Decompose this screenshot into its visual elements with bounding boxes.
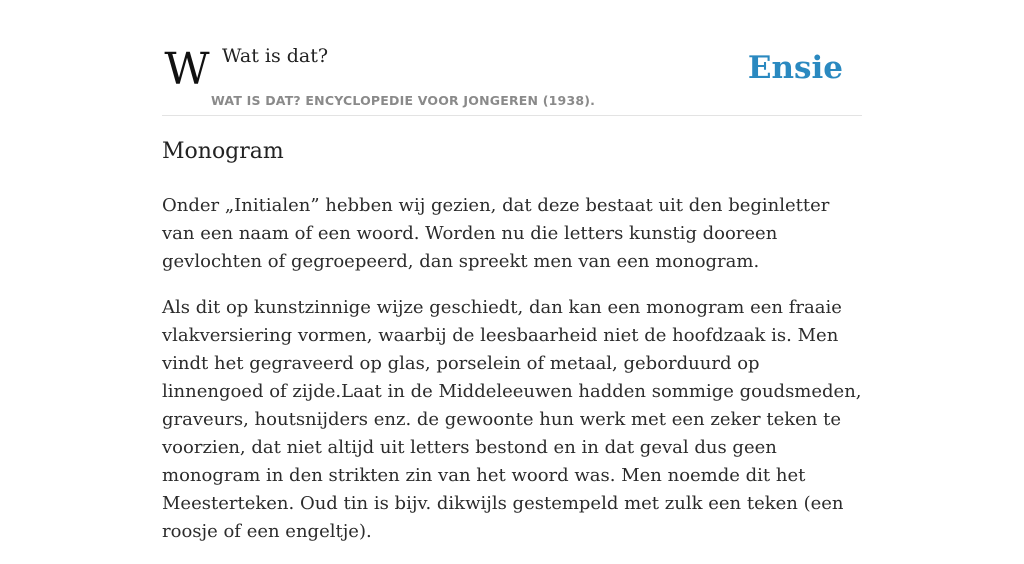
source-title[interactable]: Wat is dat? [222,45,329,67]
source-subtitle: WAT IS DAT? ENCYCLOPEDIE VOOR JONGEREN (1938). [211,93,596,108]
article-title: Monogram [162,139,284,164]
svg-text:W: W [164,44,210,95]
wikipedia-w-icon[interactable] [164,44,210,95]
source-header [162,40,862,116]
brand-logo-link[interactable]: Ensie [747,50,843,86]
article-paragraph: Onder „Initialen” hebben wij gezien, dat deze bestaat uit den beginletter van een naam of een woord. Worden nu die letters kunstig dooreen gevlochten of gegroepeerd, dan spreekt men van een monogram. [162,195,830,272]
article-paragraph: Als dit op kunstzinnige wijze geschiedt, dan kan een monogram een fraaie vlakversiering vormen, waarbij de leesbaarheid niet de hoofdzaak is. Men vindt het gegraveerd op glas, porselein of metaal, geborduurd op linnengoed of zijde.Laat in de Middeleeuwen hadden sommige goudsmeden, graveurs, houtsnijders enz. de gewoonte hun werk met een zeker teken te voorzien, dat niet altijd uit letters bestond en in dat geval dus geen monogram in den strikten zin van het woord was. Men noemde dit het Meesterteken. Oud tin is bijv. dikwijls gestempeld met zulk een teken (een roosje of een engeltje). [162,297,862,542]
article-body [162,192,862,564]
